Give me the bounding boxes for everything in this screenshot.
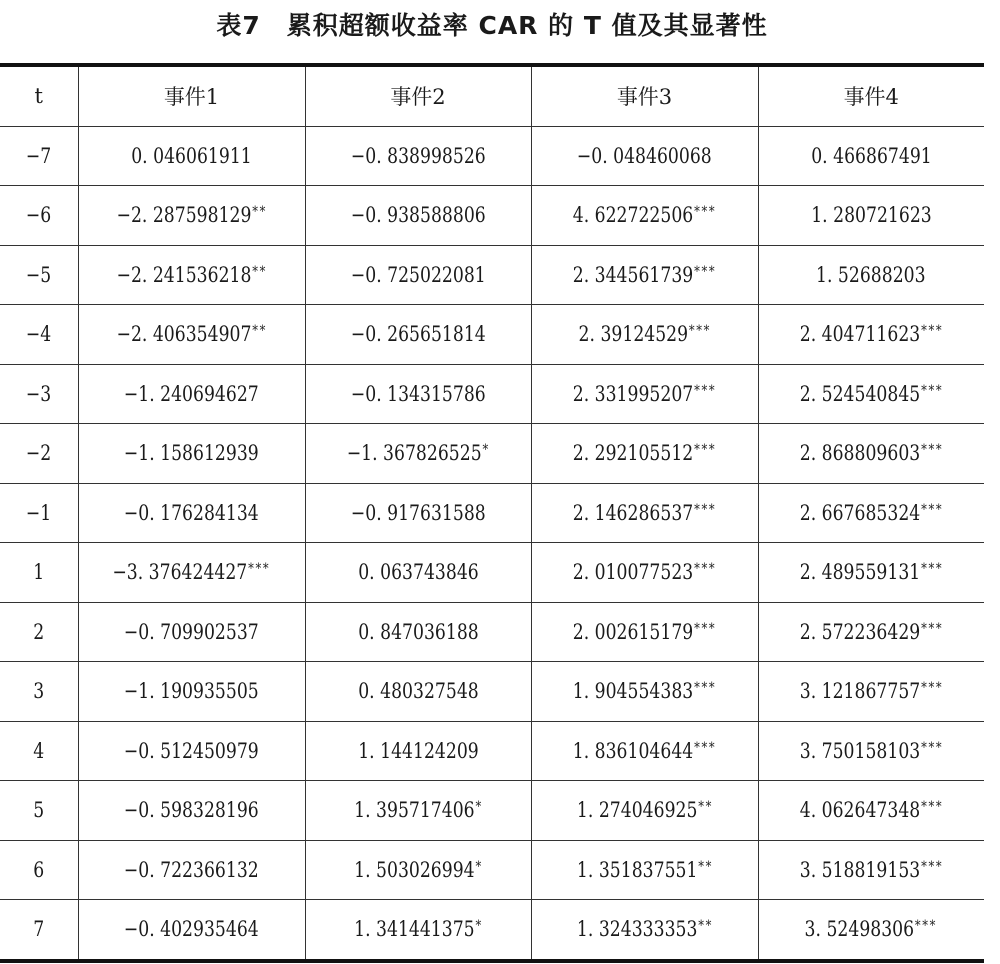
table-row	[0, 305, 984, 365]
t-statistic-value: 2. 331995207	[572, 381, 694, 406]
event-3-cell	[531, 721, 758, 781]
t-statistic	[351, 203, 486, 227]
significance-stars: *	[474, 858, 483, 875]
t-statistic	[800, 739, 943, 763]
row-t-value	[0, 483, 78, 543]
significance-stars: ***	[694, 442, 717, 459]
t-statistic-value: −0. 917631588	[350, 500, 486, 525]
table-row	[0, 543, 984, 603]
t-statistic-value: 1. 274046925	[576, 798, 697, 823]
t-statistic-value: 3. 518819153	[799, 857, 921, 882]
t-statistic-value: −0. 709902537	[124, 619, 259, 644]
t-statistic	[573, 560, 716, 584]
t-label: 4	[33, 738, 45, 763]
column-header-event-4: 事件4	[758, 65, 984, 126]
row-t-value	[0, 662, 78, 722]
table-row	[0, 186, 984, 246]
t-statistic	[573, 263, 716, 287]
t-statistic-value: −2. 406354907	[116, 322, 252, 347]
t-statistic	[573, 382, 716, 406]
t-statistic-value: 1. 280721623	[810, 203, 932, 228]
t-statistic	[573, 620, 716, 644]
t-statistic	[354, 798, 483, 822]
t-statistic-value: 1. 503026994	[353, 857, 475, 882]
t-statistic	[576, 858, 712, 882]
significance-stars: **	[697, 799, 713, 816]
significance-stars: ***	[694, 680, 717, 697]
significance-stars: ***	[694, 620, 717, 637]
row-t-value	[0, 543, 78, 603]
t-statistic	[124, 501, 259, 525]
table-row	[0, 483, 984, 543]
event-4-cell	[758, 424, 984, 484]
event-3-cell	[531, 602, 758, 662]
t-statistic	[358, 739, 479, 763]
significance-stars: **	[252, 263, 267, 280]
event-4-cell	[758, 186, 984, 246]
event-2-cell	[305, 364, 531, 424]
event-1-cell	[78, 364, 305, 424]
event-3-cell	[531, 305, 758, 365]
header-row	[0, 65, 984, 126]
table-row	[0, 781, 984, 841]
event-4-cell	[758, 305, 984, 365]
event-3-cell	[531, 543, 758, 603]
significance-stars: ***	[920, 382, 943, 399]
significance-stars: ***	[915, 918, 938, 935]
significance-stars: *	[474, 799, 483, 816]
row-t-value	[0, 602, 78, 662]
significance-stars: ***	[694, 382, 717, 399]
table-row	[0, 245, 984, 305]
t-statistic	[800, 501, 943, 525]
t-statistic	[811, 203, 932, 227]
t-statistic-value: 3. 52498306	[804, 917, 915, 942]
t-label: −7	[26, 143, 52, 168]
event-4-cell	[758, 364, 984, 424]
t-statistic	[124, 441, 259, 465]
t-statistic-value: −0. 048460068	[577, 143, 712, 168]
event-2-cell	[305, 602, 531, 662]
t-statistic	[124, 858, 259, 882]
t-statistic-value: 0. 466867491	[810, 143, 932, 168]
table-row	[0, 900, 984, 961]
event-3-cell	[531, 781, 758, 841]
t-statistic-value: 2. 344561739	[572, 262, 694, 287]
t-statistic	[573, 679, 716, 703]
t-statistic-value: 1. 144124209	[357, 738, 479, 763]
event-1-cell	[78, 602, 305, 662]
event-4-cell	[758, 126, 984, 186]
event-1-cell	[78, 543, 305, 603]
t-statistic-value: 1. 836104644	[572, 738, 694, 763]
column-header-event-1: 事件1	[78, 65, 305, 126]
t-statistic	[124, 679, 259, 703]
t-statistic-value: 3. 750158103	[799, 738, 921, 763]
t-label: 1	[33, 560, 45, 585]
table-row	[0, 721, 984, 781]
significance-stars: ***	[694, 204, 717, 221]
t-statistic	[124, 739, 259, 763]
event-2-cell	[305, 186, 531, 246]
significance-stars: *	[482, 442, 490, 459]
t-statistic-value: −0. 722366132	[124, 857, 259, 882]
t-statistic-value: 2. 010077523	[572, 560, 694, 585]
event-2-cell	[305, 662, 531, 722]
t-statistic	[351, 501, 486, 525]
event-4-cell	[758, 840, 984, 900]
t-statistic	[124, 382, 259, 406]
t-statistic	[805, 917, 938, 941]
table-row	[0, 662, 984, 722]
significance-stars: ***	[920, 442, 943, 459]
t-statistic-value: −3. 376424427	[112, 560, 248, 585]
t-statistic-value: −0. 938588806	[350, 203, 486, 228]
t-statistic	[573, 203, 716, 227]
t-statistic	[358, 560, 479, 584]
t-statistic-value: 2. 292105512	[572, 441, 694, 466]
significance-stars: ***	[920, 858, 943, 875]
event-3-cell	[531, 186, 758, 246]
event-1-cell	[78, 305, 305, 365]
row-t-value	[0, 840, 78, 900]
t-statistic-value: −0. 134315786	[350, 381, 486, 406]
table-row	[0, 602, 984, 662]
significance-stars: ***	[920, 680, 943, 697]
event-1-cell	[78, 721, 305, 781]
table-row	[0, 364, 984, 424]
t-statistic	[578, 322, 711, 346]
table-title: 表7 累积超额收益率 CAR 的 T 值及其显著性	[216, 11, 768, 40]
t-statistic-value: −0. 838998526	[350, 143, 486, 168]
event-2-cell	[305, 840, 531, 900]
t-statistic	[124, 798, 259, 822]
t-statistic-value: 2. 572236429	[799, 619, 921, 644]
t-statistic-value: 3. 121867757	[799, 679, 921, 704]
t-statistic	[577, 144, 712, 168]
event-3-cell	[531, 483, 758, 543]
table-row	[0, 840, 984, 900]
significance-stars: ***	[688, 323, 711, 340]
significance-stars: **	[697, 858, 713, 875]
column-header-event-2: 事件2	[305, 65, 531, 126]
t-statistic	[346, 441, 489, 465]
event-1-cell	[78, 186, 305, 246]
t-statistic-value: 1. 351837551	[576, 857, 697, 882]
significance-stars: *	[474, 918, 483, 935]
event-3-cell	[531, 424, 758, 484]
row-t-value	[0, 305, 78, 365]
row-t-value	[0, 781, 78, 841]
t-statistic-value: 2. 39124529	[578, 322, 688, 347]
t-statistic-value: −1. 158612939	[124, 441, 259, 466]
significance-stars: ***	[694, 561, 717, 578]
event-1-cell	[78, 900, 305, 961]
event-2-cell	[305, 424, 531, 484]
event-1-cell	[78, 126, 305, 186]
t-statistic	[116, 203, 267, 227]
row-t-value	[0, 900, 78, 961]
t-label: 2	[33, 619, 45, 644]
t-statistic-value: −0. 402935464	[124, 917, 259, 942]
significance-stars: ***	[248, 561, 271, 578]
t-statistic	[800, 322, 943, 346]
t-statistic-value: −1. 367826525	[346, 441, 482, 466]
event-1-cell	[78, 662, 305, 722]
t-statistic	[800, 441, 943, 465]
t-statistic	[116, 322, 267, 346]
t-statistic-value: −0. 512450979	[124, 738, 259, 763]
t-statistic	[351, 322, 486, 346]
event-2-cell	[305, 543, 531, 603]
row-t-value	[0, 126, 78, 186]
t-label: −2	[26, 441, 52, 466]
t-label: 6	[33, 857, 45, 882]
table-body	[0, 126, 984, 961]
t-label: −5	[26, 262, 52, 287]
t-label: −6	[26, 203, 52, 228]
event-1-cell	[78, 483, 305, 543]
t-statistic-value: −0. 176284134	[124, 500, 259, 525]
t-statistic-value: 0. 480327548	[357, 679, 479, 704]
t-statistic	[800, 620, 943, 644]
t-statistic	[800, 382, 943, 406]
t-label: 3	[33, 679, 45, 704]
significance-stars: ***	[920, 323, 943, 340]
significance-stars: ***	[694, 263, 717, 280]
t-statistic-value: 1. 341441375	[353, 917, 475, 942]
event-4-cell	[758, 781, 984, 841]
event-3-cell	[531, 245, 758, 305]
t-statistic	[113, 560, 271, 584]
event-3-cell	[531, 840, 758, 900]
event-4-cell	[758, 245, 984, 305]
t-statistic-value: 2. 524540845	[799, 381, 921, 406]
t-statistic-value: 2. 667685324	[799, 500, 921, 525]
significance-stars: **	[252, 204, 267, 221]
t-statistic	[358, 620, 479, 644]
t-statistic	[573, 739, 716, 763]
t-statistic-value: 0. 063743846	[357, 560, 479, 585]
table-row	[0, 126, 984, 186]
event-1-cell	[78, 781, 305, 841]
event-4-cell	[758, 602, 984, 662]
t-statistic-value: 2. 002615179	[572, 619, 694, 644]
event-1-cell	[78, 245, 305, 305]
t-statistic-value: 2. 146286537	[572, 500, 694, 525]
t-statistic	[576, 917, 712, 941]
t-statistic	[124, 917, 259, 941]
t-statistic	[351, 144, 486, 168]
t-statistic	[116, 263, 267, 287]
event-4-cell	[758, 543, 984, 603]
significance-stars: ***	[920, 561, 943, 578]
t-statistic-value: −2. 241536218	[116, 262, 252, 287]
t-statistic-value: 1. 395717406	[353, 798, 475, 823]
t-statistic	[800, 679, 943, 703]
event-3-cell	[531, 364, 758, 424]
t-statistic-value: 4. 062647348	[799, 798, 921, 823]
t-statistic	[124, 620, 259, 644]
t-statistic-value: −0. 598328196	[124, 798, 259, 823]
t-statistic	[800, 858, 943, 882]
t-statistic-value: 2. 404711623	[799, 322, 921, 347]
row-t-value	[0, 424, 78, 484]
t-label: −3	[26, 381, 52, 406]
event-1-cell	[78, 424, 305, 484]
t-statistic	[358, 679, 479, 703]
event-4-cell	[758, 900, 984, 961]
event-2-cell	[305, 483, 531, 543]
event-4-cell	[758, 721, 984, 781]
t-label: −4	[26, 322, 52, 347]
row-t-value	[0, 721, 78, 781]
table-row	[0, 424, 984, 484]
row-t-value	[0, 245, 78, 305]
t-statistic	[351, 382, 486, 406]
t-statistic	[800, 560, 943, 584]
t-statistic	[354, 917, 483, 941]
t-statistic-value: 1. 324333353	[576, 917, 697, 942]
t-statistic	[131, 144, 252, 168]
t-statistic-value: 2. 868809603	[799, 441, 921, 466]
row-t-value	[0, 364, 78, 424]
event-2-cell	[305, 305, 531, 365]
t-statistic-value: −1. 190935505	[124, 679, 259, 704]
row-t-value	[0, 186, 78, 246]
significance-stars: ***	[920, 739, 943, 756]
t-label: 5	[33, 798, 45, 823]
t-statistic-value: 1. 904554383	[572, 679, 694, 704]
significance-stars: ***	[920, 620, 943, 637]
t-statistic-value: 2. 489559131	[799, 560, 921, 585]
significance-stars: ***	[920, 799, 943, 816]
t-statistic	[573, 501, 716, 525]
t-label: −1	[26, 500, 52, 525]
t-statistic-value: −2. 287598129	[116, 203, 252, 228]
event-2-cell	[305, 781, 531, 841]
event-2-cell	[305, 900, 531, 961]
event-1-cell	[78, 840, 305, 900]
t-statistic-value: 4. 622722506	[572, 203, 694, 228]
significance-stars: **	[697, 918, 713, 935]
t-statistic-value: −1. 240694627	[124, 381, 259, 406]
column-header-event-3: 事件3	[531, 65, 758, 126]
event-2-cell	[305, 245, 531, 305]
car-t-value-table	[0, 63, 984, 963]
event-4-cell	[758, 483, 984, 543]
significance-stars: ***	[694, 501, 717, 518]
event-3-cell	[531, 900, 758, 961]
t-label: 7	[33, 917, 45, 942]
t-statistic-value: 0. 046061911	[131, 143, 252, 168]
event-3-cell	[531, 126, 758, 186]
t-statistic	[573, 441, 716, 465]
significance-stars: ***	[920, 501, 943, 518]
t-statistic	[816, 263, 926, 287]
column-header-t: t	[34, 84, 43, 109]
event-4-cell	[758, 662, 984, 722]
t-statistic-value: 0. 847036188	[357, 619, 479, 644]
event-2-cell	[305, 721, 531, 781]
event-2-cell	[305, 126, 531, 186]
t-statistic	[811, 144, 932, 168]
event-3-cell	[531, 662, 758, 722]
significance-stars: ***	[694, 739, 717, 756]
t-statistic	[354, 858, 483, 882]
t-statistic-value: −0. 265651814	[350, 322, 486, 347]
t-statistic	[351, 263, 486, 287]
t-statistic-value: −0. 725022081	[350, 262, 486, 287]
t-statistic	[576, 798, 712, 822]
t-statistic	[800, 798, 943, 822]
t-statistic-value: 1. 52688203	[816, 262, 927, 287]
significance-stars: **	[252, 323, 267, 340]
